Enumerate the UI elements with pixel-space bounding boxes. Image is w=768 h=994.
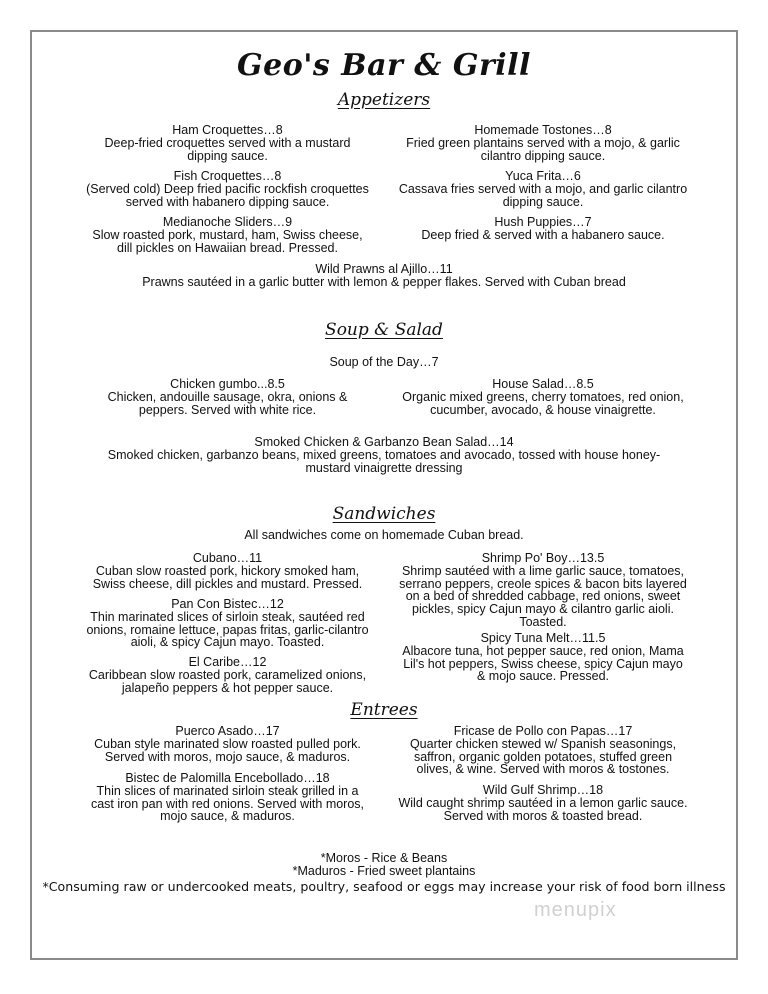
item-name: Soup of the Day…7 [329,355,439,369]
item-name: Spicy Tuna Melt…11.5 [480,631,606,645]
item-medianoche [85,216,370,254]
item-wild-gulf-shrimp [398,784,688,822]
item-desc: Fried green plantains served with a mojo, & garlic cilantro dipping sauce. [406,135,680,163]
item-name: Shrimp Po' Boy…13.5 [481,551,605,565]
item-desc: Cuban style marinated slow roasted pulled pork. Served with moros, mojo sauce, & maduros. [94,736,361,764]
item-desc: Organic mixed greens, cherry tomatoes, red onion, cucumber, avocado, & house vinaigrette. [402,389,684,417]
item-desc: Cuban slow roasted pork, hickory smoked ham, Swiss cheese, dill pickles and mustard. Pressed. [92,563,363,591]
item-cubano [85,552,370,590]
item-name: Yuca Frita…6 [505,169,581,183]
item-name: Wild Prawns al Ajillo…11 [315,262,453,276]
item-name: Fricase de Pollo con Papas…17 [453,724,633,738]
item-desc: Shrimp sautéed with a lime garlic sauce, tomatoes, serrano peppers, creole spices & bacon bits layered on a bed of shredded cabbage, red onions, sweet pickles, spicy Cajun mayo & cilantro garlic aioli. Toasted. [399,563,687,629]
item-name: Medianoche Sliders…9 [162,215,293,229]
item-desc: Thin slices of marinated sirloin steak grilled in a cast iron pan with red onions. Served with moros, mojo sauce, & maduros. [90,783,365,824]
item-hush-puppies [398,216,688,242]
item-ham-croquettes [85,124,370,162]
item-name: Ham Croquettes…8 [172,123,283,137]
item-smoked-chicken-salad [95,436,673,474]
item-wild-prawns [95,263,673,289]
item-desc: Thin marinated slices of sirloin steak, sautéed red onions, romaine lettuce, papas fritas, garlic-cilantro aioli, & spicy Cajun mayo. Toasted. [86,609,369,650]
item-name: Puerco Asado…17 [175,724,280,738]
section-entrees: Entrees [350,700,418,720]
item-chicken-gumbo [85,378,370,416]
item-desc: (Served cold) Deep fried pacific rockfish croquettes served with habanero dipping sauce. [86,181,369,209]
item-name: Pan Con Bistec…12 [171,597,284,611]
item-spicy-tuna-melt [398,632,688,683]
item-shrimp-poboy [398,552,688,629]
item-desc: Deep-fried croquettes served with a mustard dipping sauce. [104,135,351,163]
menupix-watermark: menupix [534,899,617,921]
item-tostones [398,124,688,162]
item-name: Homemade Tostones…8 [474,123,612,137]
item-desc: Caribbean slow roasted pork, caramelized onions, jalapeño peppers & hot pepper sauce. [88,667,367,695]
item-name: Chicken gumbo...8.5 [170,377,285,391]
item-name: Hush Puppies…7 [494,215,592,229]
section-appetizers: Appetizers [337,90,431,110]
section-soup-salad: Soup & Salad [325,320,443,340]
food-safety-warning: *Consuming raw or undercooked meats, poultry, seafood or eggs may increase your risk of food born illness [42,879,726,894]
item-desc: Albacore tuna, hot pepper sauce, red onion, Mama Lil's hot peppers, Swiss cheese, spicy Cajun mayo & mojo sauce. Pressed. [402,643,684,684]
item-el-caribe [85,656,370,694]
item-name: Wild Gulf Shrimp…18 [482,783,604,797]
item-bistec-palomilla [85,772,370,823]
item-fricase-de-pollo [398,725,688,776]
item-desc: Wild caught shrimp sautéed in a lemon garlic sauce. Served with moros & toasted bread. [398,795,688,823]
item-puerco-asado [85,725,370,763]
item-desc: Quarter chicken stewed w/ Spanish seasonings, saffron, organic golden potatoes, stuffed green olives, & wine. Served with moros & tostones. [409,736,677,777]
sandwiches-intro: All sandwiches come on homemade Cuban bread. [244,528,524,542]
item-house-salad [398,378,688,416]
item-name: Smoked Chicken & Garbanzo Bean Salad…14 [254,435,514,449]
item-name: Bistec de Palomilla Encebollado…18 [125,771,330,785]
item-name: El Caribe…12 [188,655,267,669]
item-name: House Salad…8.5 [492,377,594,391]
item-desc: Smoked chicken, garbanzo beans, mixed greens, tomatoes and avocado, tossed with house honey-mustard vinaigrette dressing [107,447,661,475]
section-sandwiches: Sandwiches [332,504,436,524]
item-desc: Chicken, andouille sausage, okra, onions & peppers. Served with white rice. [107,389,348,417]
item-yuca-frita [398,170,688,208]
item-desc: Deep fried & served with a habanero sauce. [421,227,665,242]
item-fish-croquettes [85,170,370,208]
footnote-maduros: *Maduros - Fried sweet plantains [292,864,476,878]
footnote-moros: *Moros - Rice & Beans [320,851,448,865]
restaurant-title: Geo's Bar & Grill [237,48,531,83]
item-name: Fish Croquettes…8 [173,169,282,183]
item-desc: Slow roasted pork, mustard, ham, Swiss cheese, dill pickles on Hawaiian bread. Pressed. [92,227,363,255]
item-desc: Cassava fries served with a mojo, and garlic cilantro dipping sauce. [398,181,688,209]
item-name: Cubano…11 [192,551,263,565]
item-pan-con-bistec [85,598,370,649]
item-soup-of-day [95,356,673,369]
item-desc: Prawns sautéed in a garlic butter with lemon & pepper flakes. Served with Cuban bread [142,274,626,289]
